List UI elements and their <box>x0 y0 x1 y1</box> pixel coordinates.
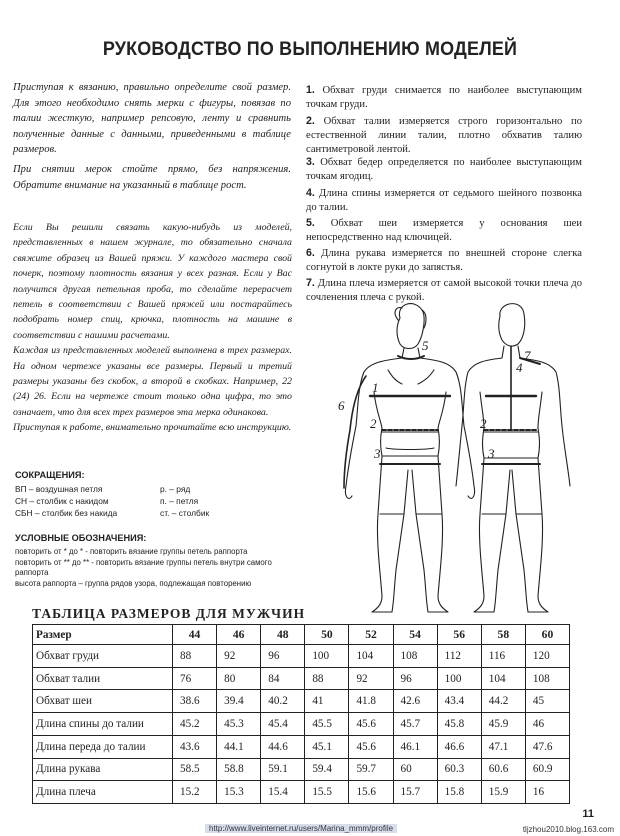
measurement-item-5: 5. Обхват шеи измеряется у основания шеи непосредственно над ключицей. <box>306 217 582 243</box>
size-table <box>32 624 570 804</box>
abbr-left-1: ВП – воздушная петля <box>15 484 103 494</box>
table-cell: 80 <box>217 667 261 690</box>
table-cell: 15.3 <box>217 781 261 804</box>
table-cell: 84 <box>261 667 305 690</box>
table-cell: 15.6 <box>349 781 393 804</box>
table-cell: 104 <box>481 667 525 690</box>
conventions-heading: УСЛОВНЫЕ ОБОЗНАЧЕНИЯ: <box>15 533 147 543</box>
back-figure <box>456 304 570 612</box>
table-cell: 45.2 <box>173 713 217 736</box>
svg-text:4: 4 <box>516 360 523 375</box>
table-row <box>33 781 570 804</box>
size-header-58: 58 <box>481 625 525 645</box>
table-cell: 92 <box>217 645 261 668</box>
row-label: Длина плеча <box>33 781 173 804</box>
size-header-46: 46 <box>217 625 261 645</box>
table-cell: 96 <box>393 667 437 690</box>
table-cell: 15.9 <box>481 781 525 804</box>
table-cell: 59.7 <box>349 758 393 781</box>
size-header-label: Размер <box>33 625 173 645</box>
front-figure <box>344 304 475 612</box>
table-cell: 44.2 <box>481 690 525 713</box>
table-cell: 45.6 <box>349 713 393 736</box>
table-cell: 16 <box>525 781 569 804</box>
size-header-48: 48 <box>261 625 305 645</box>
table-cell: 45.4 <box>261 713 305 736</box>
table-cell: 45.3 <box>217 713 261 736</box>
table-cell: 44.1 <box>217 735 261 758</box>
body-paragraph-2: Каждая из представленных моделей выполнена в трех размерах. На одном чертеже указаны все размеры. Первый и третий размеры указаны без скобок, а второй в скобках. Например, 22 (24) 26. Если на чертеже стоит только одна цифра, то это означает, что для всех трех размеров эта мерка одинакова. <box>13 345 292 418</box>
abbr-right-1: р. – ряд <box>160 484 191 494</box>
table-cell: 120 <box>525 645 569 668</box>
table-cell: 15.5 <box>305 781 349 804</box>
abbr-right-3: ст. – столбик <box>160 508 210 518</box>
size-header-60: 60 <box>525 625 569 645</box>
table-row <box>33 735 570 758</box>
table-cell: 116 <box>481 645 525 668</box>
svg-text:2: 2 <box>480 416 487 431</box>
abbr-left-3: СБН – столбик без накида <box>15 508 118 518</box>
convention-line-1: повторить от * до * - повторить вязание группы петель раппорта <box>15 547 248 556</box>
row-label: Обхват груди <box>33 645 173 668</box>
table-cell: 60.3 <box>437 758 481 781</box>
body-measurement-figure <box>330 300 590 618</box>
table-cell: 88 <box>173 645 217 668</box>
table-cell: 58.5 <box>173 758 217 781</box>
convention-line-3: раппорта <box>15 568 49 578</box>
row-label: Длина спины до талии <box>33 713 173 736</box>
svg-text:2: 2 <box>370 416 377 431</box>
table-row <box>33 758 570 781</box>
table-cell: 104 <box>349 645 393 668</box>
row-label: Длина переда до талии <box>33 735 173 758</box>
size-table-header <box>33 625 570 645</box>
measurement-item-3: 3. Обхват бедер определяется по наиболее выступающим точкам ягодиц. <box>306 156 582 182</box>
svg-text:6: 6 <box>338 398 345 413</box>
table-cell: 41 <box>305 690 349 713</box>
watermark-text: tljzhou2010.blog.163.com <box>522 825 614 834</box>
table-cell: 59.1 <box>261 758 305 781</box>
conventions-list <box>15 547 285 589</box>
table-cell: 38.6 <box>173 690 217 713</box>
table-cell: 76 <box>173 667 217 690</box>
table-cell: 46.6 <box>437 735 481 758</box>
table-row <box>33 690 570 713</box>
table-cell: 15.4 <box>261 781 305 804</box>
table-row <box>33 645 570 668</box>
table-cell: 45.5 <box>305 713 349 736</box>
svg-text:5: 5 <box>422 338 429 353</box>
table-cell: 88 <box>305 667 349 690</box>
convention-line-4: высота раппорта – группа рядов узора, подлежащая повторению <box>15 578 252 588</box>
abbreviations-heading: СОКРАЩЕНИЯ: <box>15 470 85 480</box>
table-cell: 15.8 <box>437 781 481 804</box>
table-cell: 45.6 <box>349 735 393 758</box>
table-cell: 108 <box>393 645 437 668</box>
table-cell: 100 <box>305 645 349 668</box>
table-cell: 45 <box>525 690 569 713</box>
row-label: Длина рукава <box>33 758 173 781</box>
table-cell: 41.8 <box>349 690 393 713</box>
body-paragraph-3: Приступая к работе, внимательно прочитайте всю инструкцию. <box>13 422 292 434</box>
convention-line-2: повторить от ** до ** - повторить вязание группы петель внутри самого <box>15 557 272 567</box>
table-cell: 59.4 <box>305 758 349 781</box>
table-cell: 96 <box>261 645 305 668</box>
table-cell: 15.2 <box>173 781 217 804</box>
table-cell: 42.6 <box>393 690 437 713</box>
table-cell: 92 <box>349 667 393 690</box>
table-cell: 45.1 <box>305 735 349 758</box>
measurement-item-6: 6. Длина рукава измеряется по внешней стороне слегка согнутой в локте руки до запястья. <box>306 247 582 273</box>
table-cell: 47.1 <box>481 735 525 758</box>
table-cell: 60.9 <box>525 758 569 781</box>
table-cell: 40.2 <box>261 690 305 713</box>
svg-text:3: 3 <box>488 446 495 461</box>
measurement-item-2: 2. Обхват талии измеряется строго горизонтально по естественной линии талии, плотно обхватив талию сантиметровой лентой. <box>306 115 583 155</box>
table-cell: 45.9 <box>481 713 525 736</box>
page-number: 11 <box>582 808 594 820</box>
svg-text:7: 7 <box>524 348 531 363</box>
row-label: Обхват шеи <box>33 690 173 713</box>
table-cell: 100 <box>437 667 481 690</box>
measurement-item-7: 7. Длина плеча измеряется от самой высокой точки плеча до сочленения плеча с рукой. <box>306 277 582 303</box>
size-header-54: 54 <box>393 625 437 645</box>
table-cell: 39.4 <box>217 690 261 713</box>
table-row <box>33 667 570 690</box>
abbr-right-2: п. – петля <box>160 496 199 506</box>
page-title: РУКОВОДСТВО ПО ВЫПОЛНЕНИЮ МОДЕЛЕЙ <box>102 38 518 60</box>
table-cell: 45.7 <box>393 713 437 736</box>
measurement-item-1: 1. Обхват груди снимается по наиболее выступающим точкам груди. <box>306 84 582 110</box>
table-cell: 46.1 <box>393 735 437 758</box>
intro-paragraph-2: При снятии мерок стойте прямо, без напряжения. Обратите внимание на указанный в таблице рост. <box>13 163 291 191</box>
instructions-text <box>13 220 292 436</box>
body-paragraph-1: Если Вы решили связать какую-нибудь из моделей, представленных в нашем журнале, то обязательно сначала свяжите образец из Вашей пряжи. У каждого мастера свой почерк, поэтому плотность вязания у всех разная. Если у Вас получится другая петельная проба, то сделайте перерасчет петель в соответствии с Вашей пряжей или постарайтесь подобрать номер спиц, крючка, плотность на машине в соответствии с нашими расчетами. <box>13 222 292 341</box>
table-cell: 15.7 <box>393 781 437 804</box>
footer-url-link[interactable]: http://www.liveinternet.ru/users/Marina_mmm/profile <box>205 824 397 833</box>
size-header-56: 56 <box>437 625 481 645</box>
table-cell: 58.8 <box>217 758 261 781</box>
intro-text <box>13 80 291 197</box>
table-cell: 43.6 <box>173 735 217 758</box>
table-cell: 112 <box>437 645 481 668</box>
table-cell: 47.6 <box>525 735 569 758</box>
svg-text:3: 3 <box>374 446 381 461</box>
svg-text:1: 1 <box>372 380 379 395</box>
size-header-44: 44 <box>173 625 217 645</box>
table-cell: 43.4 <box>437 690 481 713</box>
table-cell: 46 <box>525 713 569 736</box>
size-header-52: 52 <box>349 625 393 645</box>
table-cell: 45.8 <box>437 713 481 736</box>
table-row <box>33 713 570 736</box>
table-cell: 44.6 <box>261 735 305 758</box>
size-table-caption: ТАБЛИЦА РАЗМЕРОВ ДЛЯ МУЖЧИН <box>32 606 306 621</box>
intro-paragraph-1: Приступая к вязанию, правильно определите свой размер. Для этого необходимо снять мерки с фигуры, повязав по талии жесткую, например репсовую, ленту и сравнить полученные данные с данными, приведенными в таблице размеров. <box>13 82 291 156</box>
size-header-50: 50 <box>305 625 349 645</box>
measurement-item-4: 4. Длина спины измеряется от седьмого шейного позвонка до талии. <box>306 187 582 213</box>
abbr-left-2: СН – столбик с накидом <box>15 496 109 506</box>
table-cell: 60.6 <box>481 758 525 781</box>
table-cell: 60 <box>393 758 437 781</box>
table-cell: 108 <box>525 667 569 690</box>
row-label: Обхват талии <box>33 667 173 690</box>
